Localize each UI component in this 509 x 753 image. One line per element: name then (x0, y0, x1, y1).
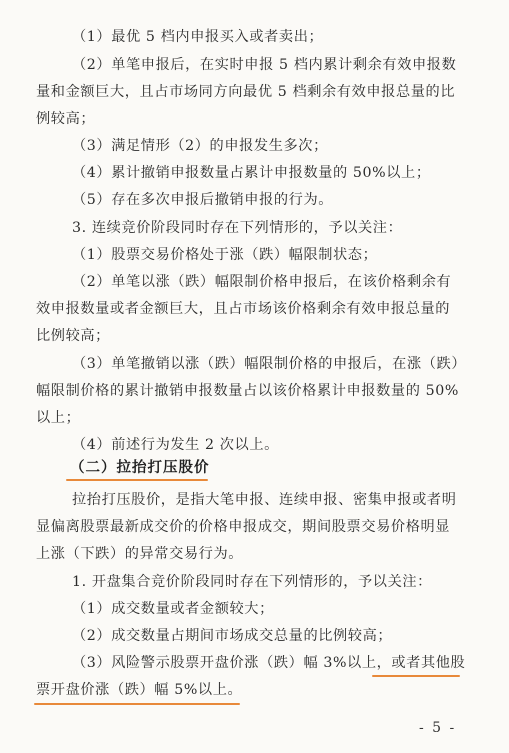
sec3-item-3-line-2: 幅限制价格的累计撤销申报数量占以该价格累计申报数量的 50% (36, 383, 459, 399)
sec3-item-2-line-2: 效申报数量或者金额巨大，且占市场该价格剩余有效申报总量的 (36, 301, 451, 317)
page-number: - 5 - (419, 720, 457, 736)
heading-underline (66, 479, 208, 481)
item-1-best-five: （1）最优 5 档内申报买入或者卖出； (72, 29, 324, 45)
item-3-repeat: （3）满足情形（2）的申报发生多次； (72, 138, 328, 154)
sec3-item-2-line-1: （2）单笔以涨（跌）幅限制价格申报后，在该价格剩余有 (72, 274, 452, 290)
item-4-cancel-ratio: （4）累计撤销申报数量占累计申报数量的 50%以上； (72, 165, 431, 181)
open-item-1: （1）成交数量或者金额较大； (72, 601, 274, 617)
open-item-3-line-2: 票开盘价涨（跌）幅 5%以上。 (36, 682, 243, 698)
section-1-intro: 1. 开盘集合竞价阶段同时存在下列情形的，予以关注： (72, 574, 432, 590)
item-2-line-3: 例较高； (36, 111, 96, 127)
definition-line-2: 显偏离股票最新成交价的价格申报成交，期间股票交易价格明显 (36, 519, 451, 535)
item-2-line-1: （2）单笔申报后，在实时申报 5 档内累计剩余有效申报数 (72, 57, 457, 73)
sec3-item-1: （1）股票交易价格处于涨（跌）幅限制状态； (72, 247, 378, 263)
sec3-item-4: （4）前述行为发生 2 次以上。 (72, 437, 279, 453)
highlight-underline-1 (372, 675, 460, 677)
section-3-intro: 3. 连续竞价阶段同时存在下列情形的，予以关注： (72, 220, 403, 236)
definition-line-3: 上涨（下跌）的异常交易行为。 (36, 546, 244, 562)
sec3-item-3-line-1: （3）单笔撤销以涨（跌）幅限制价格的申报后，在涨（跌） (72, 356, 467, 372)
section-heading: （二）拉抬打压股价 (70, 459, 210, 476)
sec3-item-2-line-3: 比例较高； (36, 328, 110, 344)
sec3-item-3-line-3: 以上； (36, 410, 81, 426)
open-item-2: （2）成交数量占期间市场成交总量的比例较高； (72, 628, 393, 644)
highlight-underline-2 (34, 703, 240, 705)
definition-line-1: 拉抬打压股价，是指大笔申报、连续申报、密集申报或者明 (72, 492, 457, 508)
item-2-line-2: 量和金额巨大，且占市场同方向最优 5 档剩余有效申报总量的比 (36, 84, 456, 100)
open-item-3-line-1: （3）风险警示股票开盘价涨（跌）幅 3%以上，或者其他股 (72, 655, 466, 671)
item-5-cancel-behavior: （5）存在多次申报后撤销申报的行为。 (72, 192, 334, 208)
